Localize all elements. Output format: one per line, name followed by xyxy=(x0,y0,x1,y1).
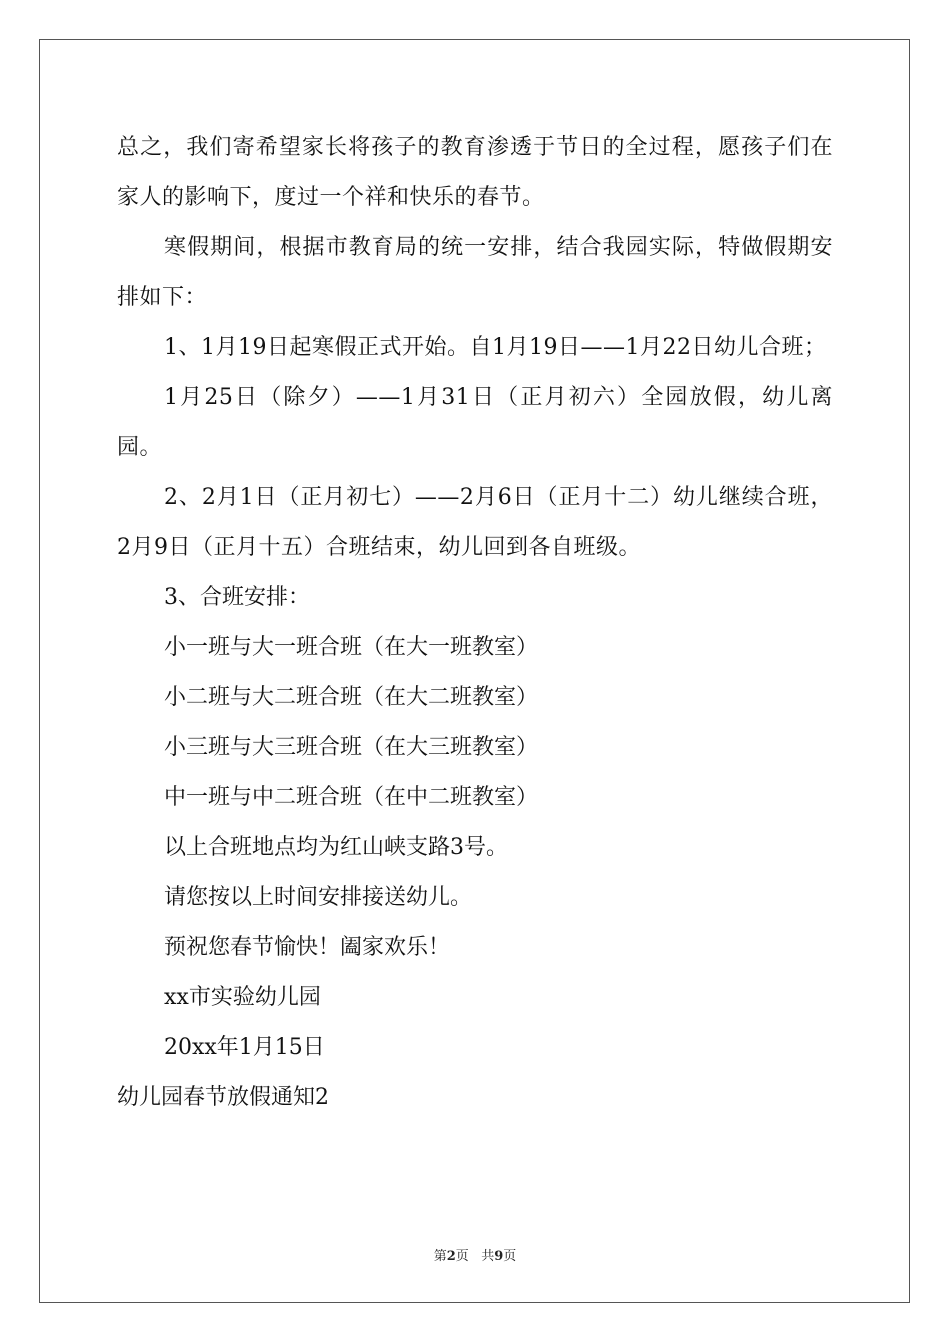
signature-org: xx市实验幼儿园 xyxy=(164,985,321,1010)
pickup-notice-line: 请您按以上时间安排接送幼儿。 xyxy=(164,885,473,910)
paragraph-item-2: 2、2月1日（正月初七）——2月6日（正月十二）幼儿继续合班，2月9日（正月十五）合班结束，幼儿回到各自班级。 xyxy=(117,485,833,560)
paragraph-closure: 1月25日（除夕）——1月31日（正月初六）全园放假，幼儿离园。 xyxy=(117,385,833,460)
footer-total-unit: 页 xyxy=(503,1249,517,1264)
footer-current-page: 2 xyxy=(446,1249,456,1264)
class-merge-line: 小一班与大一班合班（在大一班教室） xyxy=(164,635,539,660)
paragraph-summary: 总之，我们寄希望家长将孩子的教育渗透于节日的全过程，愿孩子们在家人的影响下，度过一个祥和快乐的春节。 xyxy=(117,135,833,210)
document-body xyxy=(117,123,833,1123)
footer-total-pages: 9 xyxy=(494,1249,504,1264)
location-line: 以上合班地点均为红山峡支路3号。 xyxy=(164,835,508,860)
footer-total-prefix: 共 xyxy=(481,1249,495,1264)
footer-prefix: 第 xyxy=(433,1249,447,1264)
greeting-line: 预祝您春节愉快！阖家欢乐！ xyxy=(164,935,451,960)
item-3-heading: 3、合班安排： xyxy=(164,585,310,610)
next-section-title: 幼儿园春节放假通知2 xyxy=(117,1085,329,1110)
footer-page-unit: 页 xyxy=(455,1249,469,1264)
paragraph-item-1: 1、1月19日起寒假正式开始。自1月19日——1月22日幼儿合班； xyxy=(164,335,827,360)
class-merge-line: 中一班与中二班合班（在中二班教室） xyxy=(164,785,539,810)
signature-date: 20xx年1月15日 xyxy=(164,1035,325,1060)
page-footer xyxy=(0,1245,950,1264)
paragraph-holiday-intro: 寒假期间，根据市教育局的统一安排，结合我园实际，特做假期安排如下： xyxy=(117,235,833,310)
class-merge-line: 小三班与大三班合班（在大三班教室） xyxy=(164,735,539,760)
class-merge-line: 小二班与大二班合班（在大二班教室） xyxy=(164,685,539,710)
